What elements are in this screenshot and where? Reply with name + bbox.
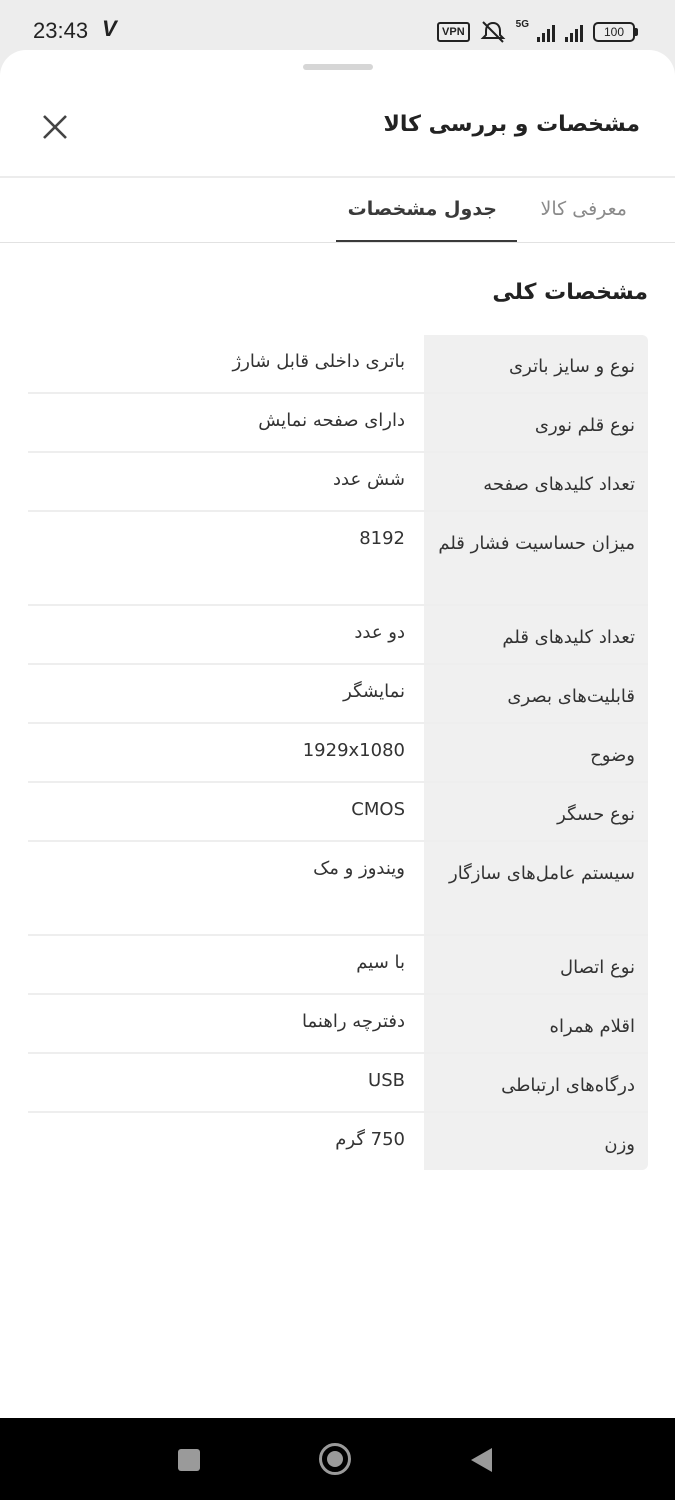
- battery-icon: 100: [593, 22, 635, 42]
- sheet-title: مشخصات و بررسی کالا: [383, 112, 640, 137]
- close-button[interactable]: [38, 110, 72, 144]
- table-row: [28, 394, 648, 453]
- tab-specs-table[interactable]: جدول مشخصات: [347, 198, 497, 220]
- carrier-icon: V: [102, 16, 117, 41]
- table-row: [28, 665, 648, 724]
- table-row: [28, 936, 648, 995]
- status-icons: [437, 20, 635, 44]
- specs-table: [28, 335, 648, 1170]
- back-icon[interactable]: [468, 1446, 494, 1474]
- home-icon[interactable]: [318, 1442, 352, 1476]
- recents-icon[interactable]: [178, 1449, 200, 1471]
- spec-label: نوع قلم نوری: [424, 394, 648, 451]
- status-time: 23:43: [33, 18, 89, 43]
- spec-label: میزان حساسیت فشار قلم: [424, 512, 648, 604]
- spec-label: اقلام همراه: [424, 995, 648, 1052]
- navigation-bar: [0, 1418, 675, 1500]
- table-row: [28, 1113, 648, 1170]
- spec-value: دو عدد: [354, 622, 405, 643]
- spec-value: CMOS: [351, 799, 405, 820]
- spec-value: نمایشگر: [343, 681, 405, 702]
- spec-label: نوع حسگر: [424, 783, 648, 840]
- spec-value: باتری داخلی قابل شارژ: [232, 351, 405, 372]
- spec-label: نوع و سایز باتری: [424, 335, 648, 392]
- spec-label: قابلیت‌های بصری: [424, 665, 648, 722]
- tab-bar: [0, 178, 675, 242]
- section-title: مشخصات کلی: [492, 280, 648, 305]
- spec-value: 8192: [359, 528, 405, 549]
- table-row: [28, 1054, 648, 1113]
- tab-product-intro[interactable]: معرفی کالا: [540, 198, 627, 220]
- table-row: [28, 995, 648, 1054]
- signal-icon: [537, 22, 555, 42]
- spec-label: تعداد کلیدهای صفحه: [424, 453, 648, 510]
- spec-label: وزن: [424, 1113, 648, 1170]
- table-row: [28, 335, 648, 394]
- vpn-icon: VPN: [437, 22, 470, 42]
- table-row: [28, 512, 648, 606]
- spec-label: سیستم عامل‌های سازگار: [424, 842, 648, 934]
- spec-label: درگاه‌های ارتباطی: [424, 1054, 648, 1111]
- table-row: [28, 783, 648, 842]
- spec-value: ویندوز و مک: [313, 858, 405, 879]
- table-row: [28, 842, 648, 936]
- network-type: 5G: [515, 18, 529, 30]
- signal-icon-2: [565, 22, 583, 42]
- spec-value: دارای صفحه نمایش: [258, 410, 405, 431]
- spec-value: با سیم: [356, 952, 405, 973]
- close-icon: [38, 110, 72, 144]
- specs-sheet: [0, 50, 675, 1418]
- spec-label: تعداد کلیدهای قلم: [424, 606, 648, 663]
- mute-icon: [480, 20, 506, 44]
- table-row: [28, 724, 648, 783]
- spec-label: نوع اتصال: [424, 936, 648, 993]
- spec-value: 1929x1080: [302, 740, 405, 761]
- spec-value: USB: [368, 1070, 405, 1091]
- tabs-divider: [0, 242, 675, 243]
- spec-label: وضوح: [424, 724, 648, 781]
- drag-handle[interactable]: [303, 64, 373, 70]
- table-row: [28, 453, 648, 512]
- table-row: [28, 606, 648, 665]
- spec-value: شش عدد: [333, 469, 405, 490]
- spec-value: 750 گرم: [335, 1129, 405, 1150]
- spec-value: دفترچه راهنما: [302, 1011, 405, 1032]
